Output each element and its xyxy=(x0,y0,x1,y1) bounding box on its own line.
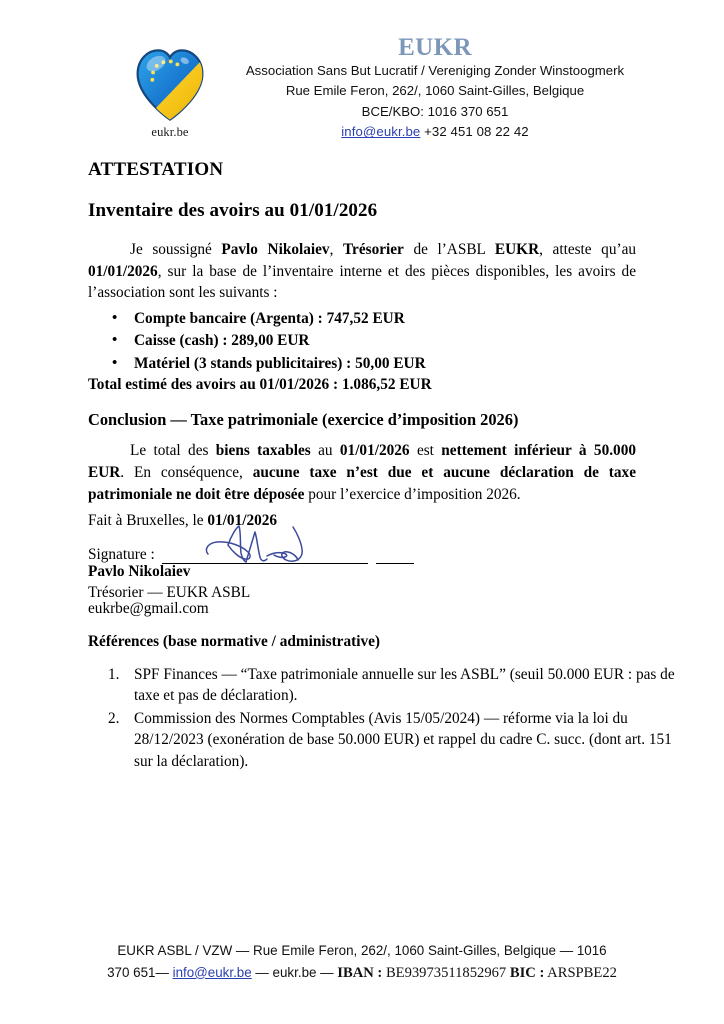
signatory-role: Trésorier xyxy=(342,241,404,258)
signature-role: Trésorier — EUKR ASBL xyxy=(88,584,251,601)
conclusion-paragraph xyxy=(88,440,636,507)
eukr-heart-logo-icon xyxy=(133,46,207,124)
list-item: SPF Finances — “Taxe patrimoniale annuelle sur les ASBL” (seuil 50.000 EUR : pas de taxe et pas de déclaration). xyxy=(134,666,675,705)
intro-text-3: de l’ASBL xyxy=(403,241,495,258)
signature-rule-secondary xyxy=(376,563,414,564)
header-email-link[interactable]: info@eukr.be xyxy=(341,124,421,140)
conclusion-text-5: pour l’exercice d’imposition 2026. xyxy=(304,486,521,504)
conclusion-text-1: Le total des xyxy=(130,442,216,459)
footer-email-link[interactable]: info@eukr.be xyxy=(172,964,252,980)
list-item: Commission des Normes Comptables (Avis 15/05/2024) — réforme via la loi du 28/12/2023 (exonération de base 50.000 EUR) et rappel du cadre C. succ. (dont art. 151 sur la déclaration). xyxy=(134,709,672,770)
intro-org: EUKR xyxy=(494,241,540,258)
references-heading: Références (base normative / administrative) xyxy=(88,633,380,650)
iban-value: BE93973511852967 xyxy=(382,964,510,981)
iban-label: IBAN : xyxy=(337,964,383,981)
conclusion-bold-3: nettement inférieur à 50.000 EUR xyxy=(88,442,636,482)
signature-place-prefix: Fait à Bruxelles, le xyxy=(88,512,208,529)
intro-paragraph xyxy=(88,239,636,304)
signature-name: Pavlo Nikolaiev xyxy=(88,563,191,580)
signature-email: eukrbe@gmail.com xyxy=(88,600,209,617)
conclusion-text-2: au xyxy=(310,442,340,459)
page-subtitle: Inventaire des avoirs au 01/01/2026 xyxy=(88,200,378,221)
bic-label: BIC : xyxy=(509,964,545,981)
footer-text-mid: — eukr.be — xyxy=(251,964,338,980)
conclusion-bold-2: 01/01/2026 xyxy=(339,442,410,459)
intro-text-4: , atteste qu’au xyxy=(539,241,637,258)
conclusion-text-3: est xyxy=(409,442,442,459)
header-phone: +32 451 08 22 42 xyxy=(424,124,529,140)
org-registration: BCE/KBO: 1016 370 651 xyxy=(361,103,509,119)
org-contact xyxy=(200,122,670,142)
assets-list xyxy=(88,308,682,375)
conclusion-text-4: . En conséquence, xyxy=(120,464,253,482)
signatory-name: Pavlo Nikolaiev xyxy=(221,241,330,258)
footer-line-2 xyxy=(60,962,664,986)
logo-caption: eukr.be xyxy=(151,125,189,139)
org-identity-block xyxy=(200,34,670,143)
list-item: • Matériel (3 stands publicitaires) : 50,00 EUR xyxy=(134,353,682,375)
conclusion-heading: Conclusion — Taxe patrimoniale (exercice d’imposition 2026) xyxy=(88,410,519,429)
footer-text-prefix: 370 651— xyxy=(107,964,173,980)
footer-line-1: EUKR ASBL / VZW — Rue Emile Feron, 262/, 1060 Saint-Gilles, Belgique — 1016 xyxy=(117,943,607,958)
intro-text-2: , xyxy=(329,241,343,258)
list-item: • Caisse (cash) : 289,00 EUR xyxy=(134,330,682,352)
signature-date: 01/01/2026 xyxy=(207,512,278,529)
intro-date: 01/01/2026 xyxy=(88,262,158,280)
conclusion-bold-4: aucune taxe n’est due et aucune déclaration de taxe patrimoniale ne doit être déposée xyxy=(88,464,636,504)
org-address: Rue Emile Feron, 262/, 1060 Saint-Gilles, Belgique xyxy=(285,83,585,99)
document-header xyxy=(0,34,724,154)
signature-label: Signature : xyxy=(88,546,155,563)
org-subtitle: Association Sans But Lucratif / Vereniging Zonder Winstoogmerk xyxy=(245,63,625,78)
org-name: EUKR xyxy=(398,34,472,61)
list-item: • Compte bancaire (Argenta) : 747,52 EUR xyxy=(134,308,682,330)
document-footer xyxy=(0,940,724,985)
intro-text-5: , sur la base de l’inventaire interne et des pièces disponibles, les avoirs de l’association sont les suivants : xyxy=(88,262,636,302)
intro-text-1: Je soussigné xyxy=(130,241,222,258)
page-title: ATTESTATION xyxy=(88,159,224,180)
references-list xyxy=(88,664,686,773)
conclusion-bold-1: biens taxables xyxy=(215,442,311,459)
bic-value: ARSPBE22 xyxy=(544,964,617,981)
total-assets-line: Total estimé des avoirs au 01/01/2026 : 1.086,52 EUR xyxy=(88,376,432,393)
handwritten-signature-icon xyxy=(198,524,368,568)
